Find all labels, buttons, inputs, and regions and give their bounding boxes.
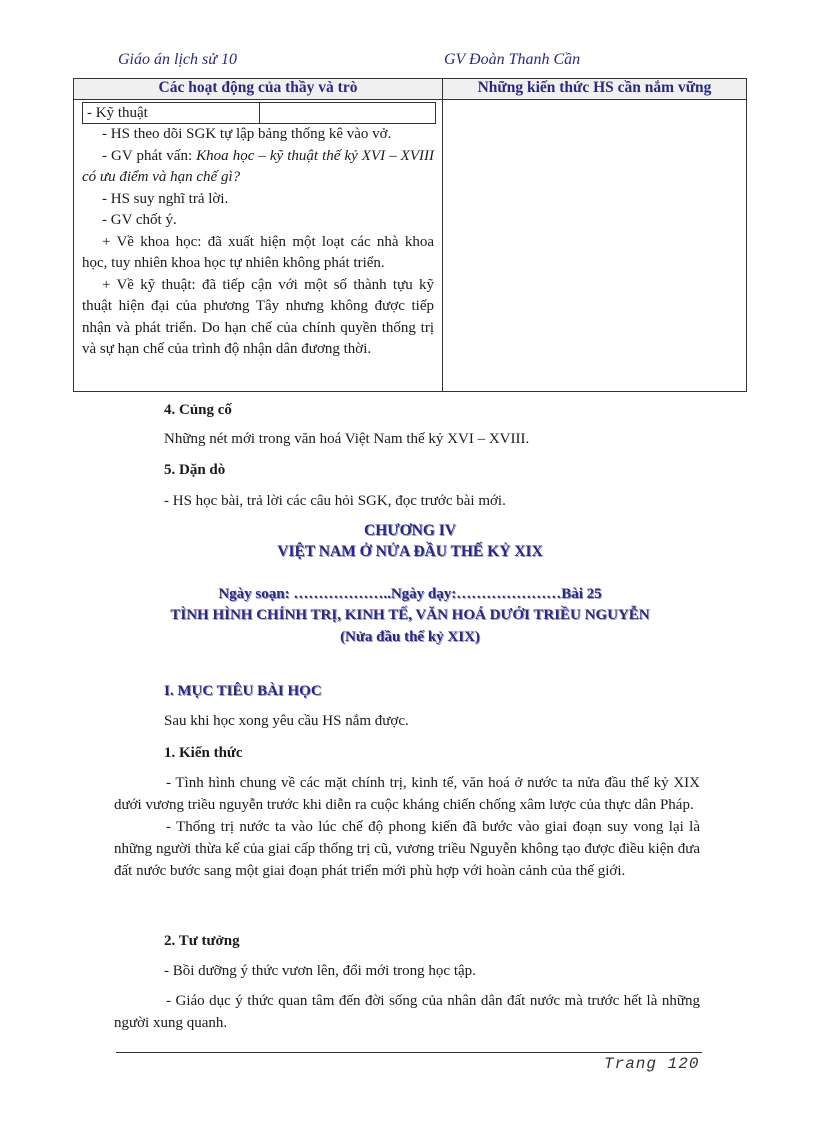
kien-thuc-body xyxy=(114,772,700,882)
dan-do-title: 5. Dặn dò xyxy=(164,462,226,478)
ky-thuat-label: - Kỹ thuật xyxy=(83,103,260,123)
line-6: + Về kỹ thuật: đã tiếp cận với một số thành tựu kỹ thuật hiện đại của phương Tây nhưng không được tiếp nhận và phát triển. Do hạn chế của chính quyền thống trị và sự hạn chế của trình độ nhận dân đương thời. xyxy=(82,276,434,357)
header-left: Giáo án lịch sử 10 xyxy=(118,51,237,68)
line-1: - HS theo dõi SGK tự lập bảng thống kê vào vở. xyxy=(102,126,392,142)
lesson-subtitle: (Nửa đầu thế kỷ XIX) xyxy=(340,629,480,645)
chapter-title: CHƯƠNG IV xyxy=(364,522,456,539)
objectives-intro: Sau khi học xong yêu cầu HS nắm được. xyxy=(164,713,409,729)
activity-table xyxy=(73,78,747,392)
header-right: GV Đoàn Thanh Cần xyxy=(444,51,581,68)
kt-point-2: - Thống trị nước ta vào lúc chế độ phong kiến đã bước vào giai đoạn suy vong lại là những người thừa kế của giai cấp thống trị cũ, vương triều Nguyễn không tạo được điều kiện đưa đất nước bước sang một giai đoạn phát triển mới phù hợp với hoàn cảnh của thế giới. xyxy=(114,819,700,879)
knowledge-cell xyxy=(443,100,747,392)
tt-point-1: - Bồi dưỡng ý thức vươn lên, đổi mới trong học tập. xyxy=(164,963,476,979)
ky-thuat-box xyxy=(82,102,436,124)
activities-text xyxy=(82,124,434,361)
tt-point-2: - Giáo dục ý thức quan tâm đến đời sống của nhân dân đất nước mà trước hết là những người xung quanh. xyxy=(114,993,700,1031)
chapter-subtitle: VIỆT NAM Ở NỬA ĐẦU THẾ KỶ XIX xyxy=(277,543,543,560)
line-5: + Về khoa học: đã xuất hiện một loạt các nhà khoa học, tuy nhiên khoa học tự nhiên không phát triển. xyxy=(82,233,434,271)
line-4: - GV chốt ý. xyxy=(102,212,177,228)
line-3: - HS suy nghĩ trả lời. xyxy=(102,190,229,207)
cung-co-title: 4. Củng cố xyxy=(164,402,232,418)
col1-header: Các hoạt động của thầy và trò xyxy=(74,79,443,100)
dan-do-text: - HS học bài, trả lời các câu hỏi SGK, đọc trước bài mới. xyxy=(164,493,506,509)
kien-thuc-title: 1. Kiến thức xyxy=(164,745,243,761)
cung-co-text: Những nét mới trong văn hoá Việt Nam thế kỷ XVI – XVIII. xyxy=(164,431,530,447)
objectives-title: I. MỤC TIÊU BÀI HỌC xyxy=(164,683,322,699)
date-line: Ngày soạn: ………………..Ngày dạy:…………………Bài 25 xyxy=(218,586,602,602)
activities-cell xyxy=(74,100,443,392)
line-2-prefix: - GV phát vấn: xyxy=(102,147,197,164)
line-2-question: Khoa học – kỹ thuật thế kỷ XVI – XVIII có ưu điểm và hạn chế gì? xyxy=(82,147,434,185)
footer-rule xyxy=(116,1052,702,1053)
kt-point-1: - Tình hình chung về các mặt chính trị, kinh tế, văn hoá ở nước ta nửa đầu thế kỷ XIX dưới vương triều nguyễn trước khi diễn ra cuộc kháng chiến chống xâm lược của thực dân Pháp. xyxy=(114,775,700,813)
col2-header: Những kiến thức HS cần nắm vững xyxy=(443,79,747,100)
lesson-title: TÌNH HÌNH CHÍNH TRỊ, KINH TẾ, VĂN HOÁ DƯỚI TRIỀU NGUYỄN xyxy=(170,607,650,623)
line-2 xyxy=(82,146,434,189)
page-number: Trang 120 xyxy=(604,1055,700,1073)
tu-tuong-title: 2. Tư tưởng xyxy=(164,933,240,949)
tt-point-2-wrap xyxy=(114,990,700,1034)
